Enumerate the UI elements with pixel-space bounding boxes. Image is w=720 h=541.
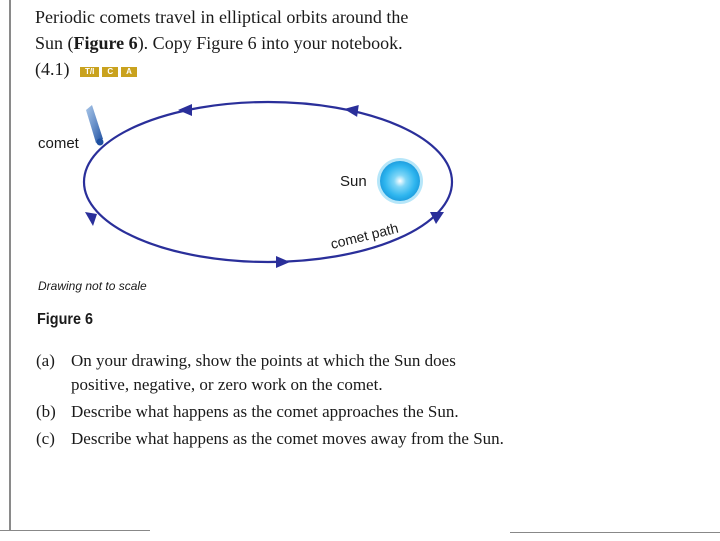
intro-line-2-pre: Sun ( [35,33,74,53]
question-item [36,349,506,397]
section-reference: (4.1) [35,59,70,79]
question-item [36,427,506,451]
question-text: Describe what happens as the comet approaches the Sun. [71,402,459,421]
question-text: Describe what happens as the comet moves away from the Sun. [71,429,504,448]
intro-line-2-post: ). Copy Figure 6 into your notebook. [137,33,403,53]
bottom-rule-right [510,532,720,533]
question-letter: (c) [36,429,55,448]
question-item [36,400,506,424]
orbit-arrow-left [85,212,97,226]
scale-note: Drawing not to scale [38,279,147,293]
orbit-arrow-top-left [178,104,192,116]
badge-application: A [121,67,137,77]
figure-reference: Figure 6 [73,33,138,53]
intro-line-1: Periodic comets travel in elliptical orbits around the [35,7,409,27]
question-letter: (b) [36,402,56,421]
sun-label: Sun [340,173,367,190]
badge-communication: C [102,67,118,77]
question-text: On your drawing, show the points at which the Sun does positive, negative, or zero work on the comet. [71,351,456,394]
comet-path-label: comet path [328,219,400,252]
figure-caption: Figure 6 [37,311,94,328]
bottom-rule-left [0,530,150,531]
sun [380,161,420,201]
orbit-arrow-bottom [276,256,290,268]
badge-thinking-inquiry: T/I [80,67,99,77]
question-letter: (a) [36,351,55,370]
comet-head [97,139,104,146]
comet-label: comet [38,135,79,152]
question-list [36,349,506,454]
comet-tail [86,105,103,143]
